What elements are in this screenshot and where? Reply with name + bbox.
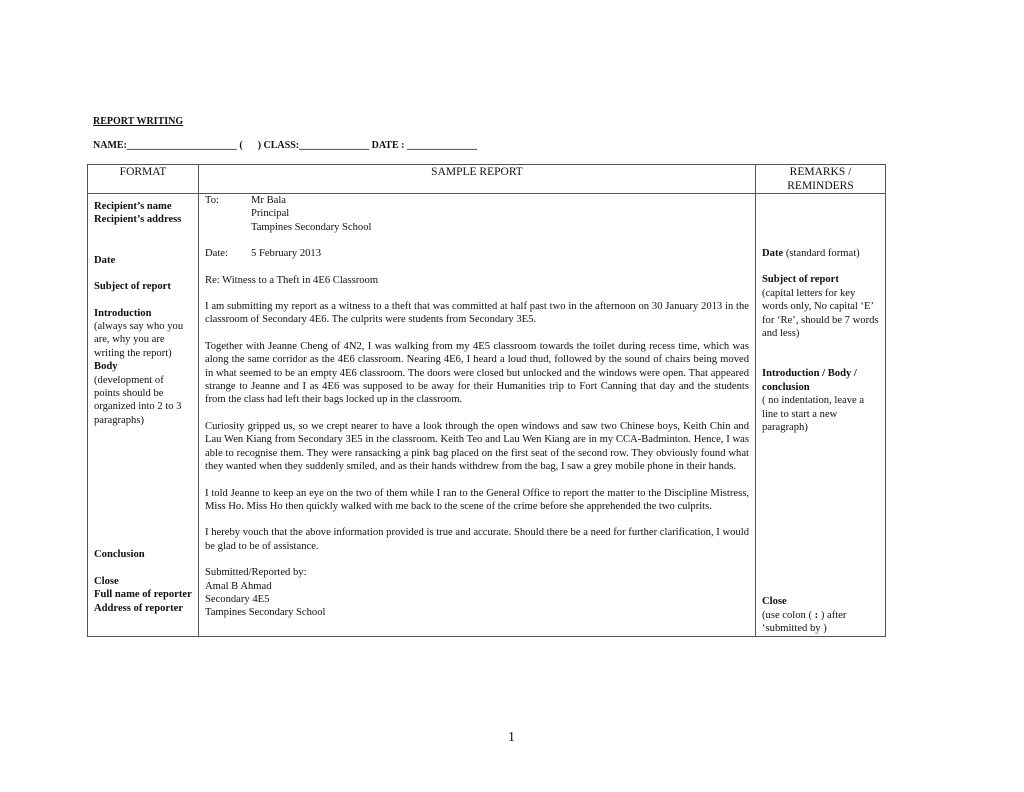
recipient-school: Tampines Secondary School xyxy=(251,221,372,233)
remark-intro-note: ( no indentation, leave a line to start a new paragraph) xyxy=(762,395,865,434)
submitted-by: Submitted/Reported by: xyxy=(205,567,307,579)
reporter-school: Tampines Secondary School xyxy=(205,607,326,619)
format-header-text: FORMAT xyxy=(119,166,167,178)
page-number: 1 xyxy=(508,730,515,745)
format-recipient-address: Recipient’s address xyxy=(94,214,182,226)
format-column-header xyxy=(88,165,199,194)
remark-date xyxy=(762,247,879,260)
sample-report-column xyxy=(199,194,756,637)
remark-close-colon: : xyxy=(814,609,819,621)
format-body-note: (development of points should be organized into 2 to 3 paragraphs) xyxy=(94,374,182,426)
recipient-block xyxy=(205,194,749,234)
body-paragraph-3: I told Jeanne to keep an eye on the two of them while I ran to the General Office to report the matter to the Discipline Mistress, Miss Ho. Miss Ho then quickly walked with me back to the scene of the crime before she apprehended the two culprits. xyxy=(205,487,749,512)
remark-subject-title: Subject of report xyxy=(762,274,839,286)
date-value: 5 February 2013 xyxy=(251,248,322,260)
format-recipient-name: Recipient’s name xyxy=(94,201,172,212)
format-body: Body xyxy=(94,361,118,373)
sample-header-text: SAMPLE REPORT xyxy=(431,166,523,178)
remark-close-title: Close xyxy=(762,596,787,608)
remark-date-bold: Date xyxy=(762,248,784,259)
remark-close-note xyxy=(762,609,879,636)
sample-report-column-header xyxy=(199,165,756,194)
format-address: Address of reporter xyxy=(94,602,184,614)
body-paragraph-2: Curiosity gripped us, so we crept nearer to have a look through the open windows and saw two Chinese boys, Keith Chin and Lau Wen Kiang from Secondary 3E5 in the classroom. Keith Teo and Lau Wen Kiang are in my CCA-Badminton. Hence, I was able to recognise them. They were ransacking a pink bag placed on the first seat of the second row. They obviously found what they wanted when they suddenly smiled, and as their hands withdrew from the bag, I saw a grey mobile phone in their hands. xyxy=(205,420,749,473)
remark-subject-note: (capital letters for key words only, No capital ‘E’ for ‘Re’, should be 7 words and less) xyxy=(762,287,879,340)
recipient-name: Mr Bala xyxy=(251,195,287,206)
introduction-paragraph: I am submitting my report as a witness to a theft that was committed at half past two in the afternoon on 30 January 2013 in the classroom of Secondary 4E6. The culprits were students from Secondary 3E5. xyxy=(205,301,749,326)
name-class-date-line: NAME:______________________ ( ) CLASS:______________ DATE : ______________ xyxy=(93,140,477,151)
reporter-name: Amal B Ahmad xyxy=(205,580,272,592)
conclusion-paragraph: I hereby vouch that the above information provided is true and accurate. Should there be a need for further clarification, I would be glad to be of assistance. xyxy=(205,527,749,552)
page-title: REPORT WRITING xyxy=(93,116,184,127)
remarks-header-line2: REMINDERS xyxy=(787,179,854,192)
remarks-column xyxy=(756,194,886,637)
report-format-table xyxy=(87,164,886,637)
date-block xyxy=(205,247,749,260)
format-subject: Subject of report xyxy=(94,281,171,293)
subject-line: Re: Witness to a Theft in 4E6 Classroom xyxy=(205,274,379,286)
remark-date-note: (standard format) xyxy=(783,248,860,259)
date-label: Date: xyxy=(205,248,228,260)
table-header-row xyxy=(88,165,886,194)
format-date: Date xyxy=(94,254,116,266)
remarks-column-header xyxy=(756,165,886,194)
remark-close-note-pre: (use colon ( xyxy=(762,609,815,621)
format-conclusion: Conclusion xyxy=(94,549,145,561)
remark-close-note-post: ) after ‘submitted by ) xyxy=(762,609,847,635)
to-label: To: xyxy=(205,195,219,206)
reporter-class: Secondary 4E5 xyxy=(205,593,270,605)
format-full-name: Full name of reporter xyxy=(94,589,192,601)
body-paragraph-1: Together with Jeanne Cheng of 4N2, I was walking from my 4E5 classroom towards the toilet during recess time, which was along the same corridor as the 4E6 classroom. Nearing 4E6, I heard a loud thud, followed by the sound of chairs being moved in what seemed to be an empty 4E6 classroom. The doors were closed but unlocked and the windows were open. That appeared strange to Jeanne and I as 4E6 was supposed to be away for their Humanities trip to Fort Canning that day and the students from the class had left their bags locked up in the classroom. xyxy=(205,340,749,406)
format-introduction: Introduction xyxy=(94,307,152,319)
format-introduction-note: (always say who you are, why you are writing the report) xyxy=(94,321,184,359)
recipient-title: Principal xyxy=(251,208,290,220)
remarks-header-line1: REMARKS / xyxy=(789,166,852,178)
table-body-row xyxy=(88,194,886,637)
format-close: Close xyxy=(94,575,119,587)
format-column xyxy=(88,194,199,637)
remark-intro-title: Introduction / Body / conclusion xyxy=(762,368,857,393)
